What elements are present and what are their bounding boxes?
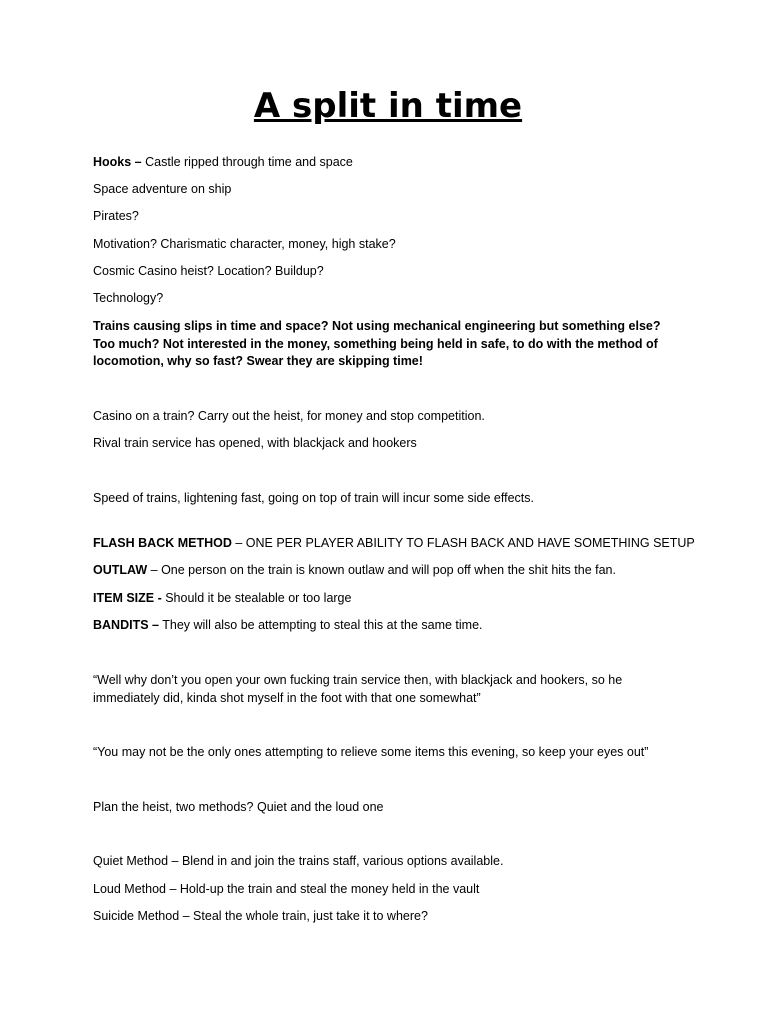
quote-two-line: “You may not be the only ones attempting to relieve some items this evening, so keep your eyes out”: [93, 745, 649, 759]
hooks-text: Castle ripped through time and space: [141, 155, 353, 169]
bandits-text: They will also be attempting to steal this at the same time.: [158, 618, 483, 632]
space-adventure-line: Space adventure on ship: [93, 182, 232, 196]
outlaw-text: – One person on the train is known outlaw and will pop off when the shit hits the fan.: [147, 563, 616, 577]
suicide-method-line: Suicide Method – Steal the whole train, just take it to where?: [93, 909, 428, 923]
outlaw-line: [93, 562, 683, 580]
plan-heist-line: Plan the heist, two methods? Quiet and the loud one: [93, 800, 384, 814]
technology-line: Technology?: [93, 291, 164, 305]
rival-service-line: Rival train service has opened, with blackjack and hookers: [93, 436, 417, 450]
casino-heist-line: Cosmic Casino heist? Location? Buildup?: [93, 264, 324, 278]
speed-of-trains-line: Speed of trains, lightening fast, going on top of train will incur some side effects.: [93, 491, 534, 505]
trains-question-paragraph: Trains causing slips in time and space? Not using mechanical engineering but something else? Too much? Not interested in the money, something being held in safe, to do with the method of locomotion, why so fast? Swear they are skipping time!: [93, 319, 661, 368]
pirates-line: Pirates?: [93, 209, 139, 223]
hooks-line: [93, 154, 683, 172]
quiet-method-line: Quiet Method – Blend in and join the trains staff, various options available.: [93, 854, 504, 868]
bandits-line: [93, 617, 683, 635]
loud-method-line: Loud Method – Hold-up the train and steal the money held in the vault: [93, 882, 480, 896]
motivation-line: Motivation? Charismatic character, money, high stake?: [93, 237, 396, 251]
outlaw-label: OUTLAW: [93, 563, 148, 577]
flash-back-label: FLASH BACK METHOD: [93, 536, 232, 550]
casino-on-train-line: Casino on a train? Carry out the heist, for money and stop competition.: [93, 409, 485, 423]
document-title: A split in time: [253, 86, 523, 126]
item-size-label: ITEM SIZE -: [93, 591, 162, 605]
flash-back-text: – ONE PER PLAYER ABILITY TO FLASH BACK AND HAVE SOMETHING SETUP: [231, 536, 695, 550]
hooks-label: Hooks –: [93, 155, 142, 169]
bandits-label: BANDITS –: [93, 618, 159, 632]
flash-back-line: [93, 535, 695, 553]
item-size-line: [93, 590, 683, 608]
quote-one-paragraph: “Well why don’t you open your own fucking train service then, with blackjack and hookers, so he immediately did, kinda shot myself in the foot with that one somewhat”: [93, 673, 623, 705]
item-size-text: Should it be stealable or too large: [161, 591, 352, 605]
